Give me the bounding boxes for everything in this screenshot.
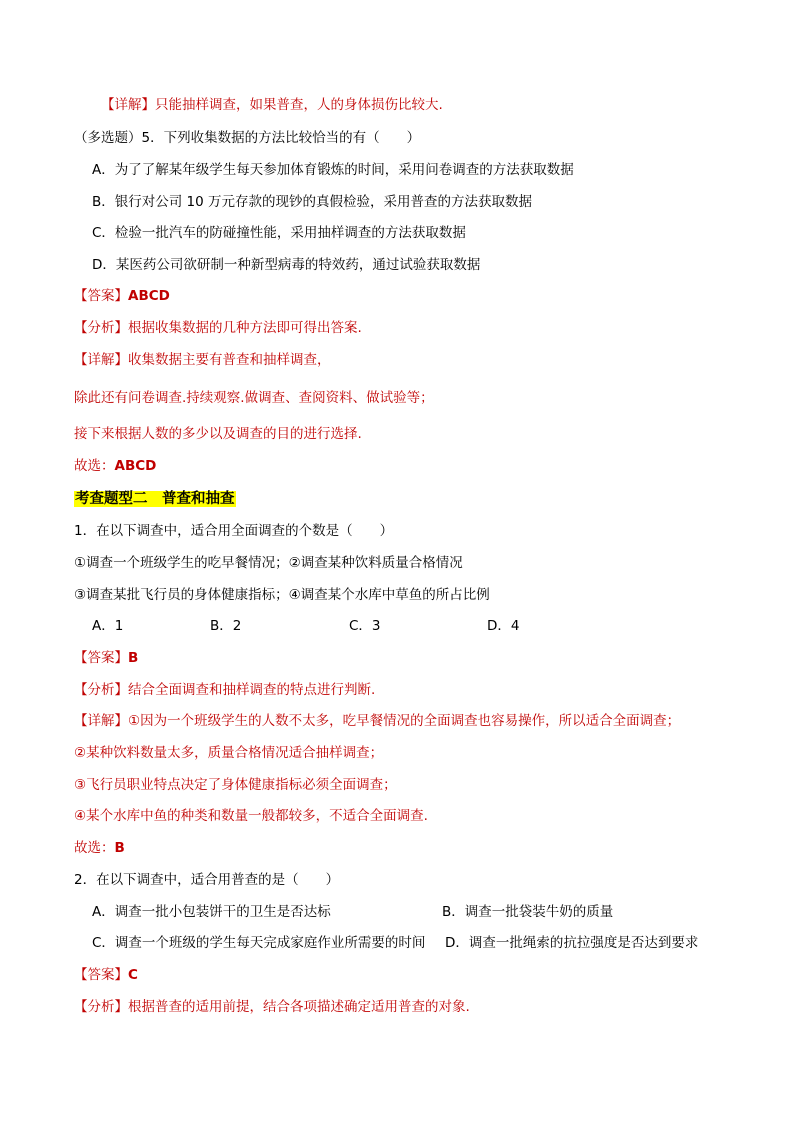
- answer-tag: 【答案】: [74, 967, 128, 983]
- detail-tag: 【详解】: [101, 97, 155, 113]
- q1-conclusion: [74, 838, 125, 858]
- detail-tag: 【详解】: [74, 352, 128, 368]
- q1-items-line-1: ①调查一个班级学生的吃早餐情况；②调查某种饮料质量合格情况: [74, 555, 463, 571]
- q5-option-c: C．检验一批汽车的防碰撞性能，采用抽样调查的方法获取数据: [92, 225, 466, 241]
- analysis-text: 根据收集数据的几种方法即可得出答案.: [128, 320, 362, 336]
- q2-option-d: D．调查一批绳索的抗拉强度是否达到要求: [445, 935, 699, 951]
- q1-detail-line-4: ④某个水库中鱼的种类和数量一般都较多，不适合全面调查.: [74, 808, 428, 824]
- q1-option-c: C．3: [349, 618, 381, 634]
- q5-detail-line-3: 接下来根据人数的多少以及调查的目的进行选择.: [74, 426, 362, 442]
- answer-tag: 【答案】: [74, 288, 128, 304]
- conclusion-value: ABCD: [114, 458, 157, 474]
- q1-items-line-2: ③调查某批飞行员的身体健康指标；④调查某个水库中草鱼的所占比例: [74, 587, 490, 603]
- q2-options-row-2: [92, 933, 698, 953]
- conclusion-value: B: [114, 840, 125, 856]
- q2-answer: [74, 965, 138, 985]
- q1-analysis: [74, 680, 375, 700]
- analysis-text: 结合全面调查和抽样调查的特点进行判断.: [128, 682, 376, 698]
- detail-text: ①因为一个班级学生的人数不太多，吃早餐情况的全面调查也容易操作，所以适合全面调查；: [128, 713, 681, 729]
- q1-option-b: B．2: [210, 618, 242, 634]
- q1-answer: [74, 648, 138, 668]
- q5-option-b: B．银行对公司 10 万元存款的现钞的真假检验，采用普查的方法获取数据: [92, 194, 533, 210]
- detail-tag: 【详解】: [74, 713, 128, 729]
- detail-text: 收集数据主要有普查和抽样调查，: [128, 352, 331, 368]
- question-2-stem: 2．在以下调查中，适合用普查的是（ ）: [74, 872, 340, 888]
- detail-line: [101, 95, 443, 115]
- answer-value: B: [128, 650, 139, 666]
- q5-detail-line-2: 除此还有问卷调查.持续观察.做调查、查阅资料、做试验等；: [74, 390, 434, 406]
- conclusion-label: 故选：: [74, 458, 115, 474]
- analysis-tag: 【分析】: [74, 320, 128, 336]
- detail-text: 只能抽样调查，如果普查，人的身体损伤比较大.: [155, 97, 443, 113]
- q1-options: [92, 616, 519, 636]
- answer-value: ABCD: [128, 288, 170, 304]
- answer-value: C: [128, 967, 138, 983]
- q5-detail: [74, 350, 331, 370]
- analysis-tag: 【分析】: [74, 682, 128, 698]
- q5-option-a: A．为了了解某年级学生每天参加体育锻炼的时间，采用问卷调查的方法获取数据: [92, 162, 574, 178]
- q1-option-a: A．1: [92, 618, 124, 634]
- q2-option-c: C．调查一个班级的学生每天完成家庭作业所需要的时间: [92, 935, 426, 951]
- q1-detail-line-2: ②某种饮料数量太多，质量合格情况适合抽样调查；: [74, 745, 384, 761]
- q1-option-d: D．4: [487, 618, 520, 634]
- answer-tag: 【答案】: [74, 650, 128, 666]
- q2-option-a: A．调查一批小包装饼干的卫生是否达标: [92, 904, 331, 920]
- q2-options-row-1: [92, 902, 613, 922]
- q2-option-b: B．调查一批袋装牛奶的质量: [442, 904, 614, 920]
- analysis-text: 根据普查的适用前提，结合各项描述确定适用普查的对象.: [128, 999, 470, 1015]
- q5-answer: [74, 286, 170, 306]
- q2-analysis: [74, 997, 470, 1017]
- q5-option-d: D．某医药公司欲研制一种新型病毒的特效药，通过试验获取数据: [92, 257, 481, 273]
- section-heading: [74, 489, 236, 509]
- q5-analysis: [74, 318, 362, 338]
- q5-conclusion: [74, 456, 156, 476]
- question-5-stem: （多选题）5．下列收集数据的方法比较恰当的有（ ）: [74, 130, 421, 146]
- analysis-tag: 【分析】: [74, 999, 128, 1015]
- question-1-stem: 1．在以下调查中，适合用全面调查的个数是（ ）: [74, 523, 394, 539]
- q1-detail: [74, 711, 680, 731]
- q1-detail-line-3: ③飞行员职业特点决定了身体健康指标必须全面调查；: [74, 777, 397, 793]
- section-title: 考查题型二 普查和抽查: [75, 491, 235, 507]
- conclusion-label: 故选：: [74, 840, 115, 856]
